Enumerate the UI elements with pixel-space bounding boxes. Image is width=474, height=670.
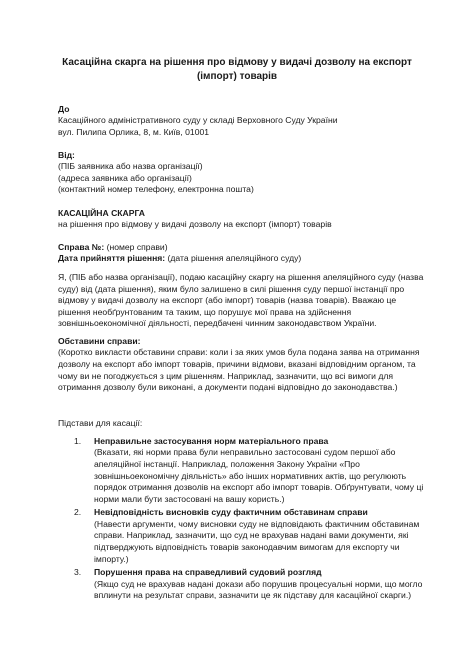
sender-contacts: (контактний номер телефону, електронна пошта) <box>58 184 254 195</box>
grounds-item-number: 2. <box>74 507 82 518</box>
case-number-label: Справа №: <box>58 242 105 252</box>
case-info-block <box>58 242 424 265</box>
title-line-2: (імпорт) товарів <box>196 71 278 82</box>
complaint-heading: КАСАЦІЙНА СКАРГА <box>58 208 146 218</box>
recipient-label: До <box>58 104 70 114</box>
grounds-item-number: 3. <box>74 567 82 578</box>
circumstances-block <box>58 336 424 394</box>
grounds-item-title: Неправильне застосування норм матеріального права <box>94 436 329 446</box>
circumstances-heading: Обставини справи: <box>58 336 141 346</box>
sender-name: (ПІБ заявника або назва організації) <box>58 161 203 172</box>
grounds-item-text: (Навести аргументи, чому висновки суду не відповідають фактичним обставинам справи. Наприклад, зазначити, що суд не врахував надані вами документи, які підтверджують відповідність товарів законодавчим вимогам для експорту чи імпорту.) <box>94 518 420 564</box>
recipient-address: вул. Пилипа Орлика, 8, м. Київ, 01001 <box>58 126 210 137</box>
grounds-item-3 <box>58 567 424 602</box>
grounds-item-title: Порушення права на справедливий судовий розгляд <box>94 567 322 578</box>
document-title <box>40 56 434 84</box>
sender-block <box>58 150 424 196</box>
sender-label: Від: <box>58 150 75 160</box>
grounds-item-2 <box>58 507 424 565</box>
grounds-item-number: 1. <box>74 436 82 446</box>
complaint-subheading: на рішення про відмову у видачі дозволу на експорт (імпорт) товарів <box>58 219 332 230</box>
grounds-item-1 <box>58 436 424 505</box>
case-date-label: Дата прийняття рішення: <box>58 253 166 264</box>
grounds-list-block <box>58 436 424 604</box>
circumstances-text: (Коротко викласти обставини справи: коли і за яких умов була подана заява на отримання дозволу на експорт або імпорт товарів, причини відмови, вказані відповідним органом, та чому ви не погоджується з цим рішенням. Наприклад, зазначити, що всі вимоги для отримання дозволу були виконані, а документи подані відповідно до законодавства.) <box>58 347 420 393</box>
case-date-value: (дата рішення апеляційного суду) <box>165 253 302 264</box>
grounds-list <box>58 436 424 602</box>
grounds-item-text: (Вказати, які норми права були неправильно застосовані судом першої або апеляційної інстанції. Наприклад, положення Закону України «Про зовнішньоекономічну діяльність» або інших нормативних актів, що регулюють порядок отримання дозволів на експорт або імпорт товарів. Обґрунтувати, чому ці норми мали бути застосовані на вашу користь.) <box>94 447 424 504</box>
grounds-item-title: Невідповідність висновків суду фактичним обставинам справи <box>94 507 368 518</box>
case-number-value: (номер справи) <box>104 242 168 252</box>
title-line-1: Касаційна скарга на рішення про відмову у видачі дозволу на експорт <box>62 57 412 68</box>
case-number-line <box>58 242 424 253</box>
grounds-heading: Підстави для касації: <box>58 418 143 428</box>
recipient-block <box>58 104 424 138</box>
complaint-heading-block <box>58 208 424 231</box>
grounds-item-text: (Якщо суд не врахував надані докази або порушив процесуальні норми, що могло вплинути на результат справи, зазначити це як підставу для касаційної скарги.) <box>94 578 423 601</box>
case-date-line <box>58 253 424 264</box>
intro-paragraph: Я, (ПІБ або назва організації), подаю касаційну скаргу на рішення апеляційного суду (назва суду) від (дата рішення), яким було залишено в силі рішення суду першої інстанції про відмову у видачі дозволу на експорт (або імпорт) товарів (назва товарів). Вважаю це рішення необґрунтованим та таким, що порушує мої права на здійснення зовнішньоекономічної діяльності, передбачені чинним законодавством України. <box>58 272 424 329</box>
sender-address: (адреса заявника або організації) <box>58 172 192 183</box>
recipient-court: Касаційного адміністративного суду у складі Верховного Суду України <box>58 115 338 126</box>
